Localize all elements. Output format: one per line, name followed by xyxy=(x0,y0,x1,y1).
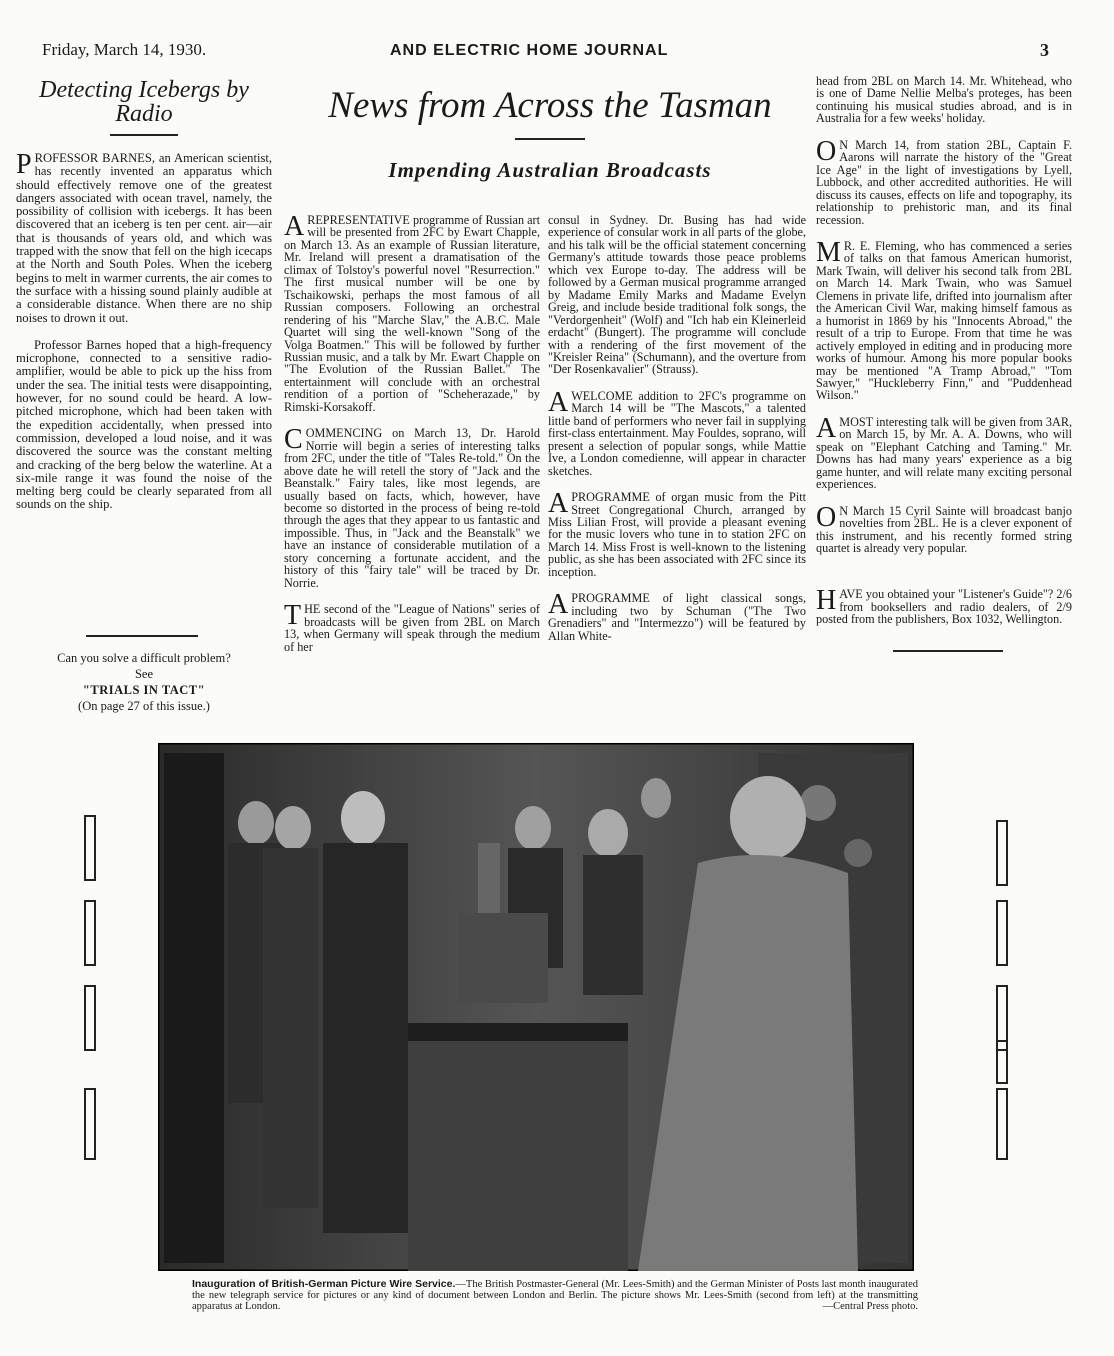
photo-caption xyxy=(192,1279,918,1313)
banjo-paragraph: ON March 15 Cyril Sainte will broadcast banjo novelties from 2BL. He is a clever exponent of this instrument, and his recently formed string quartet is already very popular. xyxy=(816,501,1072,555)
icebergs-paragraph-1: PROFESSOR BARNES, an American scientist, has recently invented an apparatus which should effectively remove one of the greatest dangers associated with ocean travel, namely, the possibility of collision with icebergs. It has been discovered that an iceberg is ten per cent. air—air that is thousands of years old, and which was trapped with the snow that fell on the high icecaps at the North and South Poles. When the iceberg begins to melt in warmer currents, the air comes to the surface with a hissing sound plainly audible at a considerable distance. When there are no ship noises to drown it out. xyxy=(16,149,272,325)
column-4 xyxy=(816,75,1072,640)
main-subheadline: Impending Australian Broadcasts xyxy=(388,158,712,182)
title-rule xyxy=(110,134,178,136)
elephant-paragraph: AMOST interesting talk will be given from 3AR, on March 15, by Mr. A. A. Downs, who will speak on "Elephant Catching and Taming." Mr. Downs has had many years' experience as a big game hunter, and will relate many exciting personal experiences. xyxy=(816,412,1072,492)
tales-retold-paragraph: COMMENCING on March 13, Dr. Harold Norrie will begin a series of interesting talks from 2FC, under the title of "Tales Re-told." On the above date he will retell the story of "Jack and the Beanstalk." Fairy tales, like most legends, are usually based on facts, which, however, have become so distorted in the process of being re-told through the ages that they appear to us fantastic and impossible. Thus, in "Jack and the Beanstalk" we have an instance of considerable mutilation of a story concerning a fortunate accident, and the history of this "fairy tale" will be traced by Dr. Norrie. xyxy=(284,424,540,590)
league-of-nations-paragraph: THE second of the "League of Nations" series of broadcasts will be given from 2BL on March 13, when Germany will speak through the medium of her xyxy=(284,600,540,654)
headline-rule xyxy=(515,138,585,140)
organ-music-paragraph: APROGRAMME of organ music from the Pitt Street Congregational Church, arranged by Miss Lilian Frost, will provide a pleasant evening for the music lovers who tune in to station 2FC on March 14. Miss Frost is well-known to the listening public, as she has been associated with 2FC since its inception. xyxy=(548,488,806,579)
russian-programme-paragraph: AREPRESENTATIVE programme of Russian art will be presented from 2FC by Ewart Chapple, on March 13. As an example of Russian literature, Mr. Ireland will present a dramatisation of the climax of Tolstoy's powerful novel "Resurrection." The first musical number will be one by Tschaikowski, perhaps the most famous of all Russian composers. Following an orchestral rendering of his "Marche Slav," the A.B.C. Male Quartet will sing the well-known "Song of the Volga Boatmen." This will be followed by further Russian music, and a talk by Mr. Ewart Chapple on "The Evolution of the Russian Ballet." The entertainment will conclude with an orchestral rendition of a portion of "Scheherazade," by Rimski-Korsakoff. xyxy=(284,211,540,414)
journal-title: AND ELECTRIC HOME JOURNAL xyxy=(390,42,669,59)
mark-twain-paragraph: MR. E. Fleming, who has commenced a series of talks on that famous American humorist, Mark Twain, will deliver his second talk from 2BL on March 14. Mark Twain, who was Samuel Clemens in private life, drifted into journalism after the American Civil War, making himself famous as a humorist in 1869 by his "Innocents Abroad," the result of a trip to Europe. From that time he was actively employed in editing and in producing more works of humour. Among his more popular books may be mentioned "A Tramp Abroad," "Tom Sawyer," "Huckleberry Finn," and "Puddenhead Wilson." xyxy=(816,236,1072,403)
mascots-paragraph: AWELCOME addition to 2FC's programme on March 14 will be "The Mascots," a talented little band of performers who never fail in supplying first-class entertainment. May Fouldes, soprano, will present a selection of popular songs, while Mattie Ive, a London comedienne, will appear in character sketches. xyxy=(548,386,806,478)
margin-mark xyxy=(84,815,96,881)
issue-date: Friday, March 14, 1930. xyxy=(42,40,207,59)
column-2 xyxy=(284,211,540,667)
section-rule xyxy=(86,635,198,637)
section-rule xyxy=(893,650,1003,652)
listeners-guide-paragraph: HAVE you obtained your "Listener's Guide"? 2/6 from booksellers and radio dealers, of 2/9 posted from the publishers, Box 1032, Wellington. xyxy=(816,585,1072,627)
classical-songs-paragraph: APROGRAMME of light classical songs, including two by Schuman ("The Two Grenadiers" and "Intermezzo") will be featured by Allan White- xyxy=(548,589,806,643)
puzzle-line-1: Can you solve a difficult problem? xyxy=(57,651,231,665)
column-1 xyxy=(16,149,272,526)
main-headline: News from Across the Tasman xyxy=(328,85,772,126)
article-title-icebergs xyxy=(14,78,274,126)
whitehead-paragraph: head from 2BL on March 14. Mr. Whitehead, who is one of Dame Nellie Melba's proteges, has been continuing his musical studies abroad, and is in Australia for a few weeks' holiday. xyxy=(816,74,1072,126)
icebergs-paragraph-2: Professor Barnes hoped that a high-frequency microphone, connected to a sensitive radio-amplifier, would be able to pick up the hiss from under the sea. The initial tests were disappointing, however, for no sound could be heard. A low-pitched microphone, which had been taken with the expedition accidentally, when pressed into commission, developed a loud noise, and it was discovered the source was the constant melting and cracking of the berg below the waterline. At a six-mile range it was found the noise of the melting berg could be clearly separated from all sounds on the ship. xyxy=(16,337,272,512)
puzzle-line-2: See xyxy=(134,667,154,681)
puzzle-line-3: "TRIALS IN TACT" xyxy=(82,683,206,697)
page-number: 3 xyxy=(1040,40,1049,60)
puzzle-notice xyxy=(16,650,272,714)
column-3 xyxy=(548,214,806,656)
caption-lead: Inauguration of British-German Picture Wire Service. xyxy=(192,1278,456,1290)
margin-mark xyxy=(84,900,96,966)
german-consul-paragraph: consul in Sydney. Dr. Busing has had wide experience of consular work in all parts of the globe, and his talk will be the official statement concerning Germany's attitude towards those peace problems which vex Europe to-day. The address will be followed by a German musical programme arranged by Madame Emily Marks and Madame Evelyn Greig, and include beside traditional folk songs, the "Verdorgenheit" (Wolf) and "Ich hab ein Kleinerleid erdacht" (Bungert). The programme will conclude with a rendering of the first movement of the "Kreisler Reina" (Schumann), and the overture from "Der Rosenkavalier" (Strauss). xyxy=(548,213,806,377)
margin-mark xyxy=(996,1040,1008,1084)
puzzle-line-4: (On page 27 of this issue.) xyxy=(78,699,210,713)
margin-mark xyxy=(996,1088,1008,1160)
margin-mark xyxy=(996,900,1008,966)
article-title-line1: Detecting Icebergs by xyxy=(39,77,249,103)
caption-credit: —Central Press photo. xyxy=(822,1300,918,1312)
article-title-line2: Radio xyxy=(115,101,173,127)
margin-mark xyxy=(996,820,1008,886)
caption-body: —The British Postmaster-General (Mr. Lees-Smith) and the German Minister of Posts last month inaugurated the new telegraph service for pictures or any kind of document between London and Berlin. The picture shows Mr. Lees-Smith (second from left) at the transmitting apparatus at London. xyxy=(192,1279,919,1312)
margin-mark xyxy=(84,985,96,1051)
photograph xyxy=(158,743,914,1271)
margin-mark xyxy=(84,1088,96,1160)
ice-age-paragraph: ON March 14, from station 2BL, Captain F. Aarons will narrate the history of the "Great Ice Age" in the light of investigations by Lyell, Lubbock, and other accredited authorities. He will discuss its causes, effects on life and topography, its relationship to prehistoric man, and its final recession. xyxy=(816,135,1072,227)
